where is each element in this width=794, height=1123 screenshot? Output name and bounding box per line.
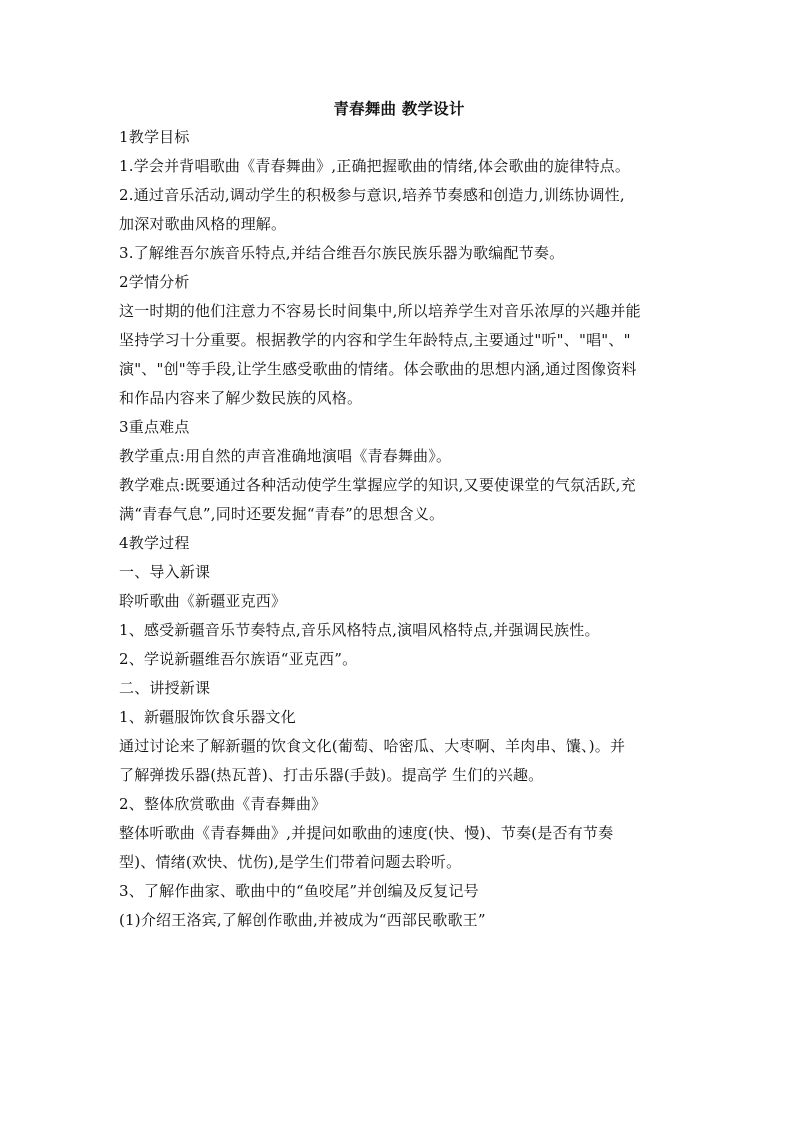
heading-key-points: 3重点难点 <box>119 418 190 436</box>
paragraph-line: 2.通过音乐活动,调动学生的积极参与意识,培养节奏感和创造力,训练协调性, <box>119 186 625 204</box>
paragraph-line: 3、了解作曲家、歌曲中的“鱼咬尾”并创编及反复记号 <box>119 882 479 900</box>
paragraph-line: 型)、情绪(欢快、忧伤),是学生们带着问题去聆听。 <box>119 853 462 871</box>
paragraph-line: 1、新疆服饰饮食乐器文化 <box>119 708 296 726</box>
heading-objectives: 1教学目标 <box>119 128 190 146</box>
paragraph-line: 坚持学习十分重要。根据教学的内容和学生年龄特点,主要通过"听"、"唱"、" <box>119 331 631 349</box>
document-body <box>119 94 679 935</box>
paragraph-line: 1.学会并背唱歌曲《青春舞曲》,正确把握歌曲的情绪,体会歌曲的旋律特点。 <box>119 157 631 175</box>
paragraph-line: 1、感受新疆音乐节奏特点,音乐风格特点,演唱风格特点,并强调民族性。 <box>119 621 600 639</box>
paragraph-line: 通过讨论来了解新疆的饮食文化(葡萄、哈密瓜、大枣啊、羊肉串、馕、)。并 <box>119 737 626 755</box>
paragraph-line: 和作品内容来了解少数民族的风格。 <box>119 389 363 407</box>
paragraph-line: 教学重点:用自然的声音准确地演唱《青春舞曲》。 <box>119 447 452 465</box>
subheading-new-lesson: 二、讲授新课 <box>119 679 211 697</box>
document-lines <box>119 123 679 935</box>
subheading-intro: 一、导入新课 <box>119 563 211 581</box>
document-title: 青春舞曲 教学设计 <box>333 99 465 118</box>
paragraph-line: 满“青春气息”,同时还要发掘“青春”的思想含义。 <box>119 505 445 523</box>
paragraph-line: 教学难点:既要通过各种活动使学生掌握应学的知识,又要使课堂的气氛活跃,充 <box>119 476 636 494</box>
paragraph-line: 2、学说新疆维吾尔族语“亚克西”。 <box>119 650 358 668</box>
paragraph-line: 了解弹拨乐器(热瓦普)、打击乐器(手鼓)。提高学 生们的兴趣。 <box>119 766 544 784</box>
paragraph-line: 演"、"创"等手段,让学生感受歌曲的情绪。体会歌曲的思想内涵,通过图像资料 <box>119 360 637 378</box>
paragraph-line: 聆听歌曲《新疆亚克西》 <box>119 592 287 610</box>
paragraph-line: 加深对歌曲风格的理解。 <box>119 215 287 233</box>
paragraph-line: 3.了解维吾尔族音乐特点,并结合维吾尔族民族乐器为歌编配节奏。 <box>119 244 565 262</box>
paragraph-line: 整体听歌曲《青春舞曲》,并提问如歌曲的速度(快、慢)、节奏(是否有节奏 <box>119 824 614 842</box>
paragraph-line: (1)介绍王洛宾,了解创作歌曲,并被成为“西部民歌歌王” <box>119 911 486 929</box>
heading-teaching-process: 4教学过程 <box>119 534 190 552</box>
heading-student-analysis: 2学情分析 <box>119 273 190 291</box>
paragraph-line: 2、整体欣赏歌曲《青春舞曲》 <box>119 795 327 813</box>
paragraph-line: 这一时期的他们注意力不容易长时间集中,所以培养学生对音乐浓厚的兴趣并能 <box>119 302 641 320</box>
